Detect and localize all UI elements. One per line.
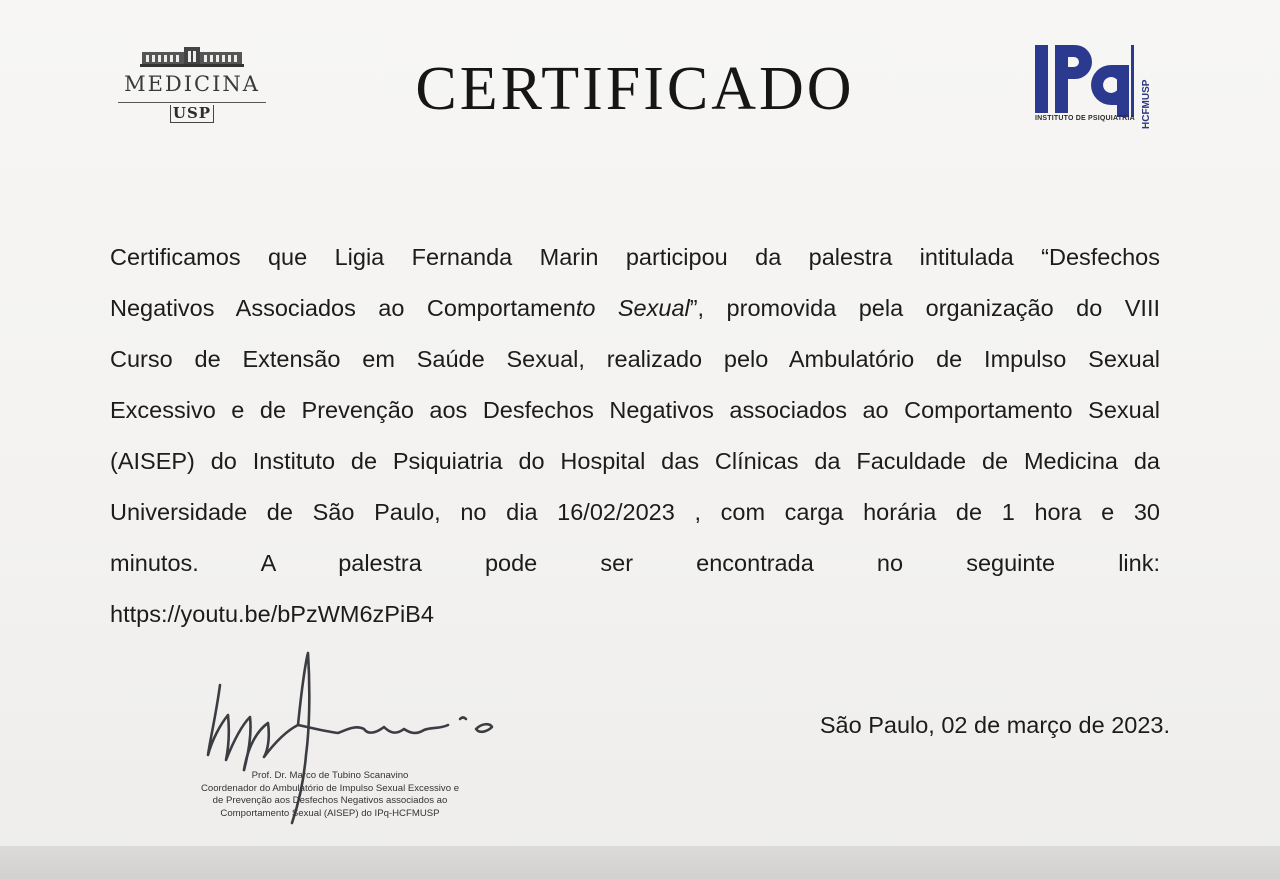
ipq-caption: INSTITUTO DE PSIQUIATRIA (1035, 115, 1135, 122)
signatory-block (170, 770, 490, 820)
body-line-5: (AISEP) do Instituto de Psiquiatria do Hospital das Clínicas da Faculdade de Medicina da (110, 448, 1160, 474)
body-line-2-start: Negativos Associados ao Comportamen (110, 295, 576, 321)
medicina-usp-logo (112, 40, 272, 130)
ipq-letters-icon (1033, 43, 1145, 117)
body-line-1: Certificamos que Ligia Fernanda Marin participou da palestra intitulada “Desfechos (110, 244, 1160, 270)
signatory-role-3: Comportamento Sexual (AISEP) do IPq-HCFMUSP (220, 807, 440, 819)
certificate-title: CERTIFICADO (415, 55, 855, 123)
signatory-role-2: de Prevenção aos Desfechos Negativos associados ao (212, 795, 448, 806)
certificate-body (110, 232, 1160, 640)
body-line-3: Curso de Extensão em Saúde Sexual, realizado pelo Ambulatório de Impulso Sexual (110, 346, 1160, 372)
page-shadow-edge (0, 846, 1280, 879)
lecture-link[interactable]: https://youtu.be/bPzWM6zPiB4 (110, 601, 434, 627)
body-line-2-italic: to Sexual (575, 295, 690, 321)
signatory-name: Prof. Dr. Marco de Tubino Scanavino (251, 770, 409, 781)
medicina-wordmark: MEDICINA (124, 72, 260, 96)
faculty-building-icon (140, 46, 244, 68)
body-line-2-end: ”, promovida pela organização do VIII (689, 295, 1160, 321)
body-line-6: Universidade de São Paulo, no dia 16/02/2023 , com carga horária de 1 hora e 30 (110, 499, 1160, 525)
body-line-4: Excessivo e de Prevenção aos Desfechos Negativos associados ao Comportamento Sexual (110, 397, 1160, 423)
ipq-logo (1033, 43, 1163, 135)
body-line-2 (110, 283, 1160, 334)
signatory-role-1: Coordenador do Ambulatório de Impulso Sexual Excessivo e (200, 782, 460, 794)
hcfmusp-vertical-label: HCFMUSP (1141, 79, 1152, 129)
body-line-7: minutos. A palestra pode ser encontrada no seguinte link: (110, 550, 1160, 576)
usp-wordmark: USP (170, 105, 214, 123)
logo-divider (118, 102, 266, 103)
issue-date: São Paulo, 02 de março de 2023. (819, 712, 1170, 738)
